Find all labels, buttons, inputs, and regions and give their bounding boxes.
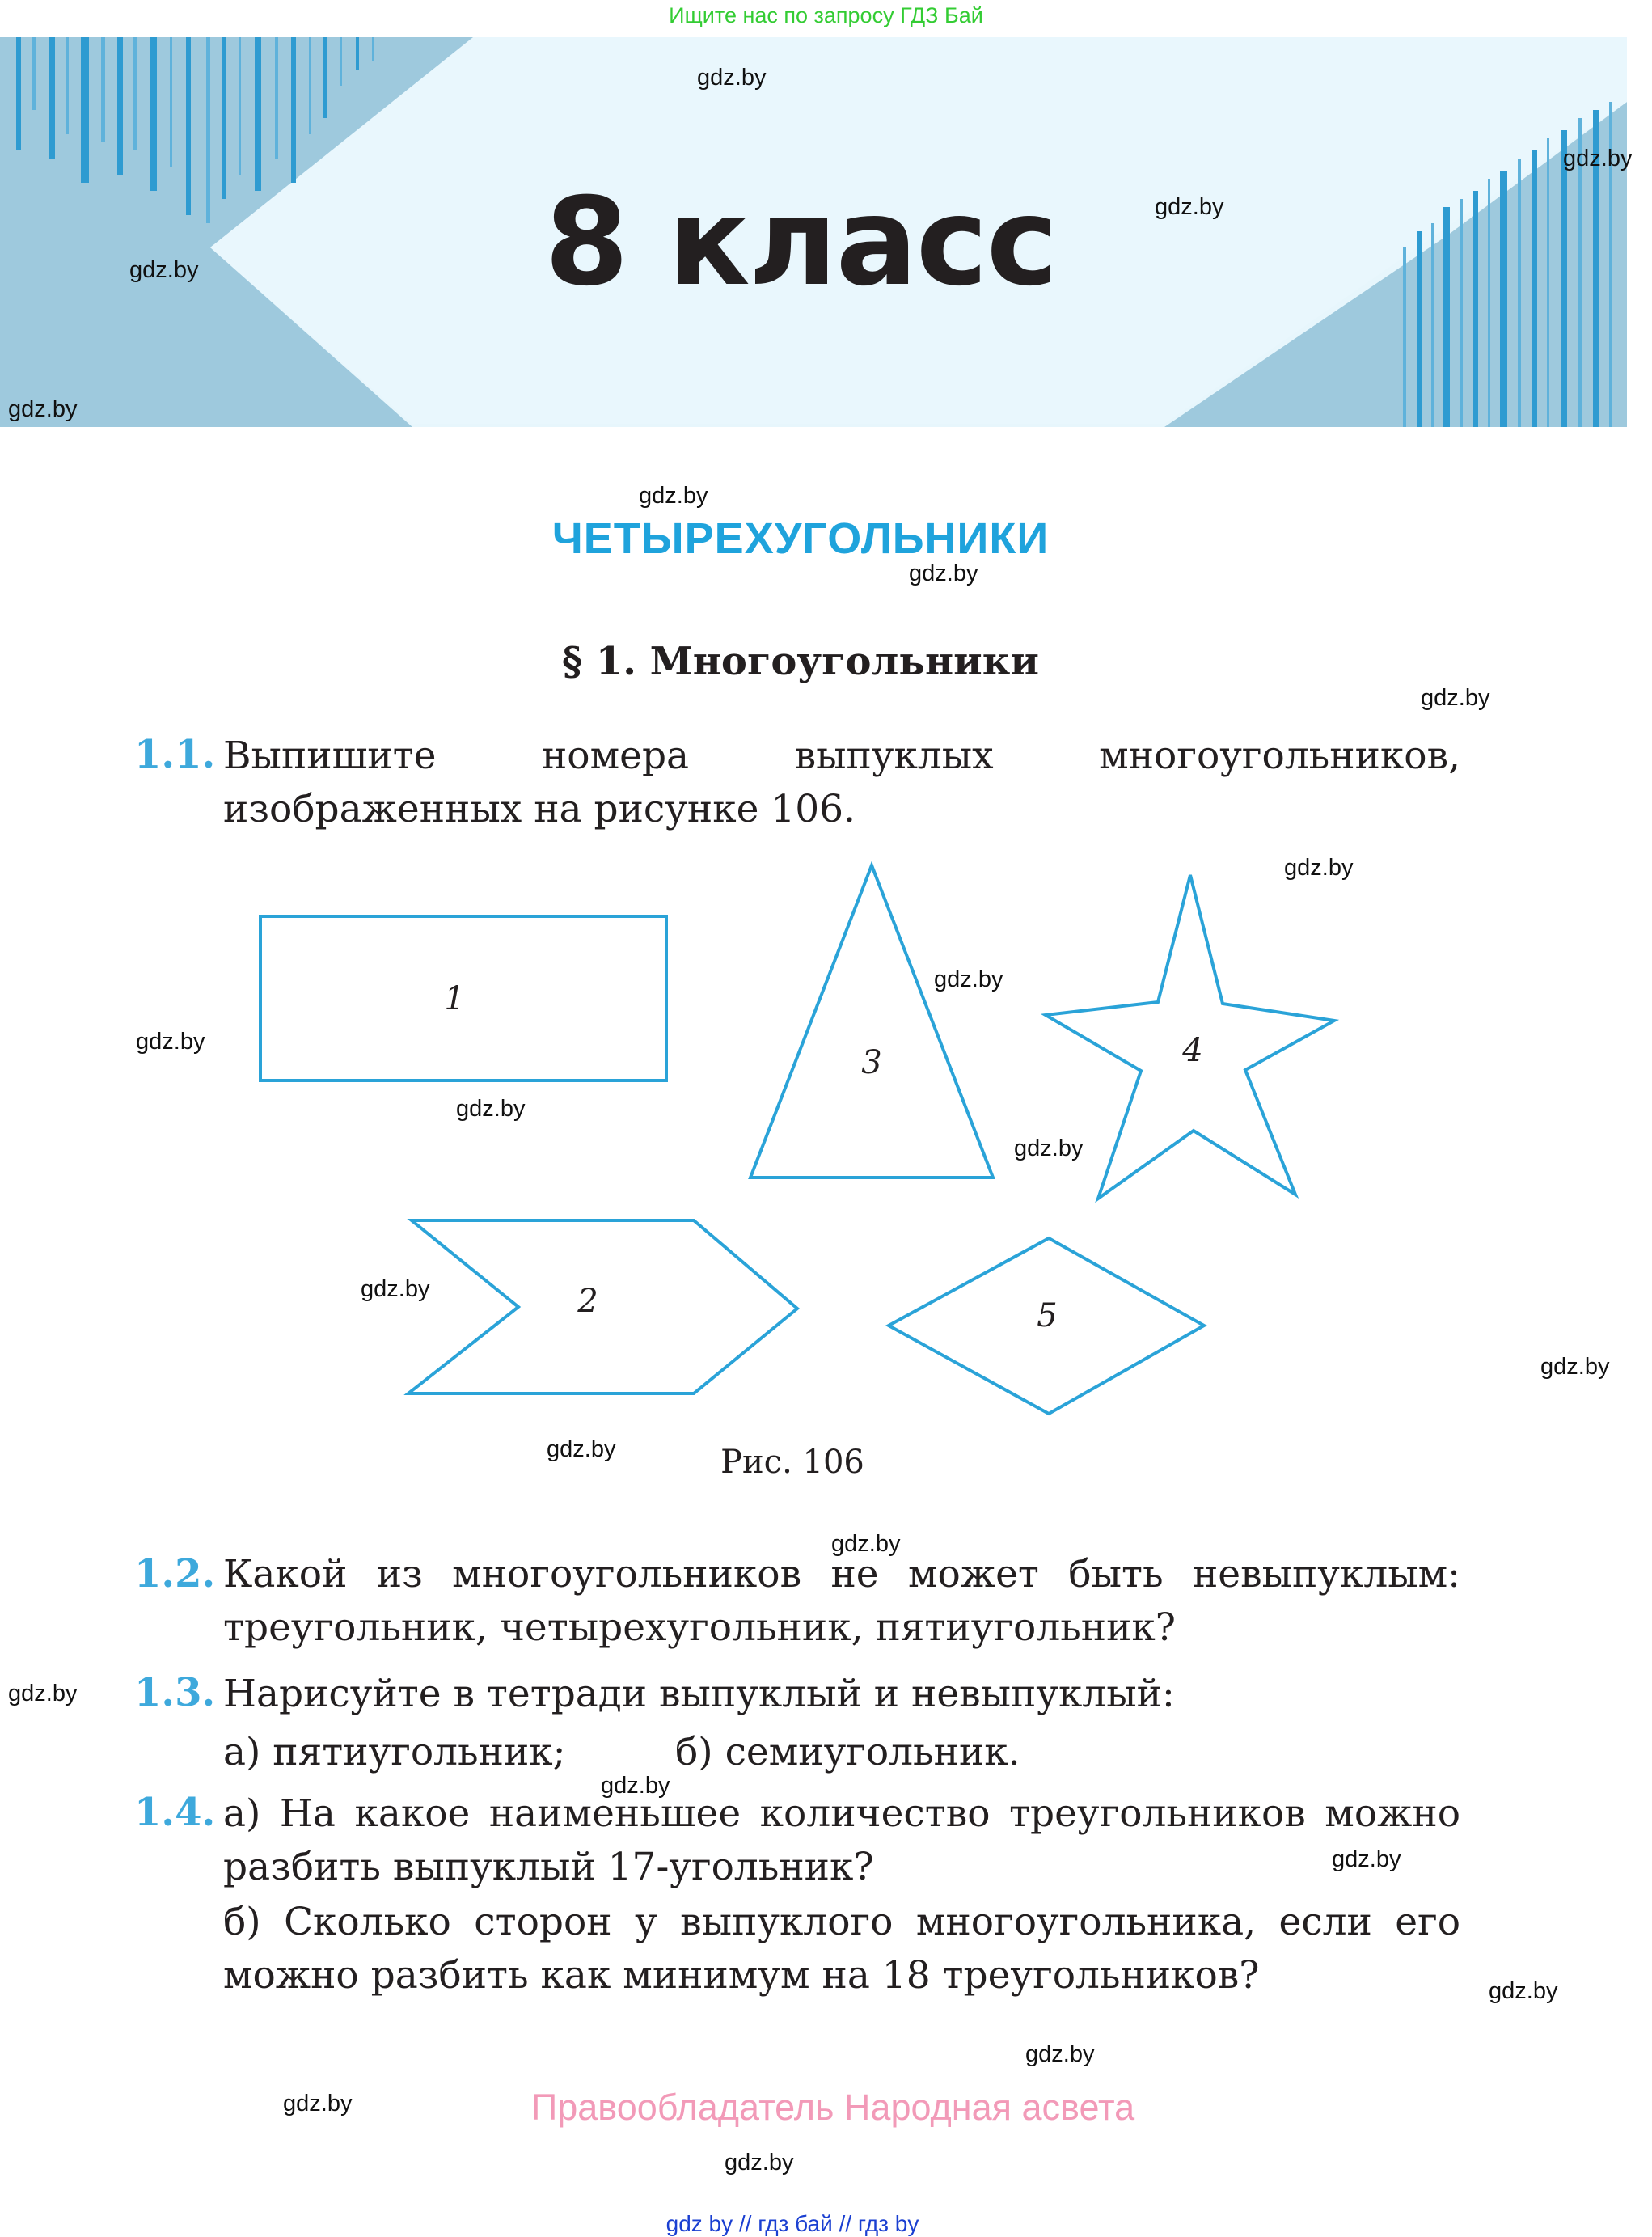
watermark: gdz.by [456, 1096, 526, 1122]
watermark: gdz.by [601, 1773, 670, 1799]
option-b: б) семиугольник. [675, 1730, 1020, 1774]
watermark: gdz.by [1489, 1978, 1558, 2004]
problem-part-a: а) На какое наименьшее количество треугольников можно разбить выпуклый 17-угольник? [223, 1791, 1460, 1889]
problem-number: 1.2. [134, 1551, 216, 1596]
watermark: gdz.by [831, 1531, 901, 1557]
watermark: gdz.by [1540, 1354, 1610, 1380]
watermark: gdz.by [697, 65, 767, 91]
watermark: gdz.by [1421, 685, 1490, 711]
chapter-title: ЧЕТЫРЕХУГОЛЬНИКИ [551, 514, 1050, 563]
watermark: gdz.by [1155, 194, 1224, 220]
shape-triangle [750, 865, 993, 1178]
problem-number: 1.4. [134, 1790, 216, 1835]
section-title: § 1. Многоугольники [562, 639, 1039, 684]
watermark: gdz.by [725, 2150, 794, 2176]
watermark: gdz.by [1332, 1846, 1401, 1872]
watermark: gdz.by [1563, 146, 1633, 171]
label-shape-3: 3 [861, 1044, 882, 1081]
watermark: gdz.by [934, 966, 1003, 992]
top-notice: Ищите нас по запросу ГДЗ Бай [669, 3, 983, 27]
watermark: gdz.by [283, 2091, 353, 2116]
grade-title: 8 класс [544, 172, 1057, 313]
problem-number: 1.3. [134, 1670, 216, 1715]
label-shape-4: 4 [1182, 1032, 1203, 1069]
watermark: gdz.by [361, 1276, 430, 1302]
watermark: gdz.by [8, 396, 78, 422]
shape-chevron [408, 1220, 797, 1393]
watermark: gdz.by [136, 1029, 205, 1055]
bottom-links[interactable]: gdz by // гдз бай // гдз by [665, 2211, 919, 2236]
problem-text: Нарисуйте в тетради выпуклый и невыпуклый: [223, 1672, 1175, 1716]
watermark: gdz.by [1014, 1135, 1084, 1161]
watermark: gdz.by [1284, 855, 1354, 881]
watermark: gdz.by [1025, 2041, 1095, 2067]
problem-text: Какой из многоугольников не может быть невыпуклым: треугольник, четырехугольник, пятиугольник? [223, 1552, 1460, 1650]
label-shape-1: 1 [444, 980, 465, 1017]
watermark: gdz.by [909, 560, 978, 586]
watermark: gdz.by [639, 483, 708, 509]
label-shape-2: 2 [577, 1283, 598, 1320]
problem-text: Выпишите номера выпуклых многоугольников, изображенных на рисунке 106. [223, 734, 1460, 831]
problem-number: 1.1. [134, 732, 216, 777]
figure-caption: Рис. 106 [720, 1444, 864, 1481]
problem-part-b: б) Сколько сторон у выпуклого многоугольника, если его можно разбить как минимум на 18 треугольников? [223, 1900, 1460, 1998]
copyright-notice: Правообладатель Народная асвета [530, 2087, 1135, 2128]
watermark: gdz.by [129, 257, 199, 283]
figure-106 [243, 849, 1375, 1431]
label-shape-5: 5 [1037, 1297, 1058, 1334]
option-a: а) пятиугольник; [223, 1730, 566, 1774]
watermark: gdz.by [8, 1681, 78, 1706]
watermark: gdz.by [547, 1436, 616, 1462]
